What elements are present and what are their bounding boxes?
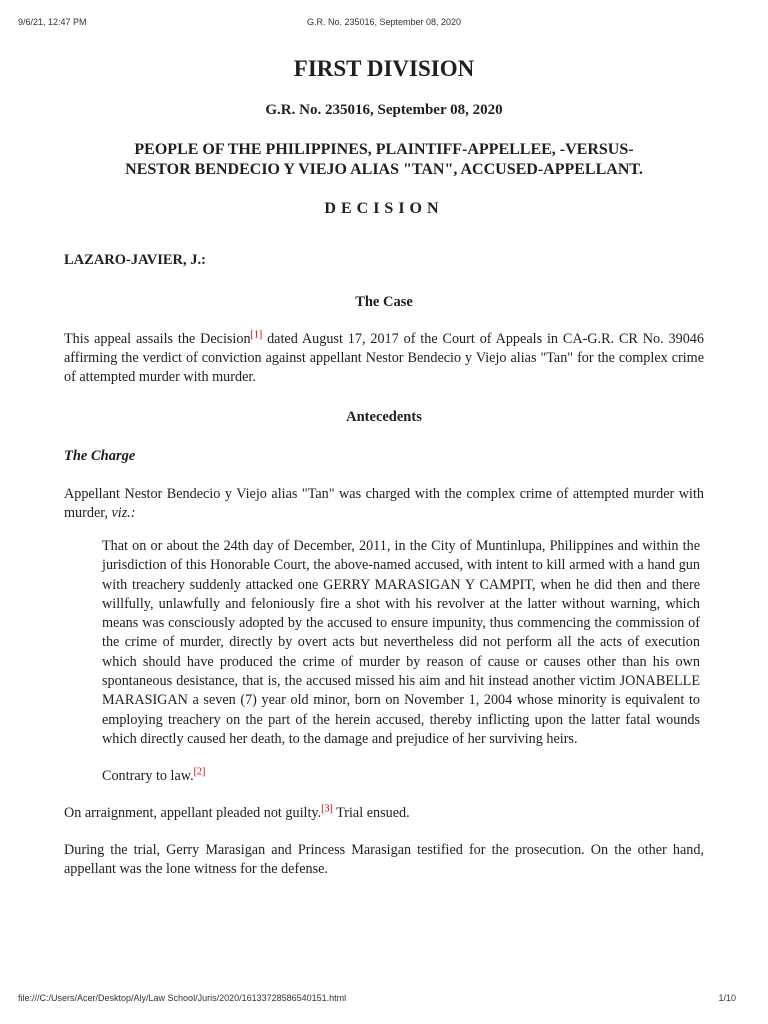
section-heading-antecedents: Antecedents (346, 409, 422, 425)
information-blockquote (102, 537, 700, 787)
information-text: That on or about the 24th day of December, 2011, in the City of Muntinlupa, Philippines and within the jurisdiction of this Honorable Court, the above-named accused, with intent to kill armed with a hand gun with treachery suddenly attacked one GERRY MARASIGAN Y CAMPIT, when he did then and there willfully, unlawfully and feloniously fire a shot with his revolver at the latter without warning, which means was consciously adopted by the accused to ensure impunity, thus commencing the commission of the crime of murder, directly by overt acts but nevertheless did not perform all the acts of execution which should have produced the crime of murder by reason of cause or causes other than his own spontaneous desistance, that is, the accused missed his aim and hit instead another victim JONABELLE MARASIGAN a seven (7) year old minor, born on November 1, 2004 whose minority is equivalent to employing treachery on the part of the herein accused, thereby inflicting upon the latter fatal wounds which directly caused her death, to the damage and prejudice of her surviving heirs. (102, 538, 700, 747)
arraignment-text-b: Trial ensued. (332, 804, 410, 821)
contrary-text: Contrary to law. (102, 768, 194, 785)
parties-line-2: NESTOR BENDECIO Y VIEJO ALIAS "TAN", ACCUSED-APPELLANT. (125, 161, 643, 178)
decision-document (64, 52, 704, 879)
charge-paragraph (64, 485, 704, 523)
subsection-heading-charge: The Charge (64, 448, 136, 464)
charge-viz: viz.: (111, 505, 136, 521)
arraignment-text-a: On arraignment, appellant pleaded not guilty. (64, 804, 322, 821)
print-footer (0, 993, 768, 1005)
division-heading: FIRST DIVISION (293, 56, 475, 81)
footnote-link-1[interactable]: [1] (250, 329, 263, 341)
case-paragraph-text-b: dated August 17, 2017 of the Court of Appeals in CA-G.R. CR No. 39046 affirming the verdict of conviction against appellant Nestor Bendecio y Viejo alias "Tan" for the complex crime of attempted murder with murder. (64, 331, 704, 385)
section-heading-the-case: The Case (355, 294, 413, 310)
print-header (0, 17, 768, 29)
case-paragraph-text-a: This appeal assails the Decision (64, 331, 251, 347)
print-datetime: 9/6/21, 12:47 PM (18, 17, 87, 27)
arraignment-paragraph (64, 804, 704, 823)
decision-heading: DECISION (324, 200, 444, 217)
footnote-link-2[interactable]: [2] (193, 766, 206, 778)
case-parties (64, 140, 704, 180)
case-paragraph (64, 330, 704, 387)
contrary-to-law (102, 767, 700, 786)
parties-line-1: PEOPLE OF THE PHILIPPINES, PLAINTIFF-APPELLEE, -VERSUS- (134, 141, 634, 158)
print-title: G.R. No. 235016, September 08, 2020 (306, 17, 462, 27)
footnote-link-3[interactable]: [3] (321, 802, 333, 814)
print-file-path: file:///C:/Users/Acer/Desktop/Aly/Law School/Juris/2020/16133728586540151.html (18, 993, 347, 1003)
charge-paragraph-text: Appellant Nestor Bendecio y Viejo alias "Tan" was charged with the complex crime of attempted murder with murder, (64, 486, 704, 521)
trial-paragraph: During the trial, Gerry Marasigan and Princess Marasigan testified for the prosecution. On the other hand, appellant was the lone witness for the defense. (64, 841, 704, 877)
print-page-number: 1/10 (718, 993, 736, 1003)
ponente: LAZARO-JAVIER, J.: (64, 252, 206, 268)
case-number: G.R. No. 235016, September 08, 2020 (265, 102, 503, 118)
